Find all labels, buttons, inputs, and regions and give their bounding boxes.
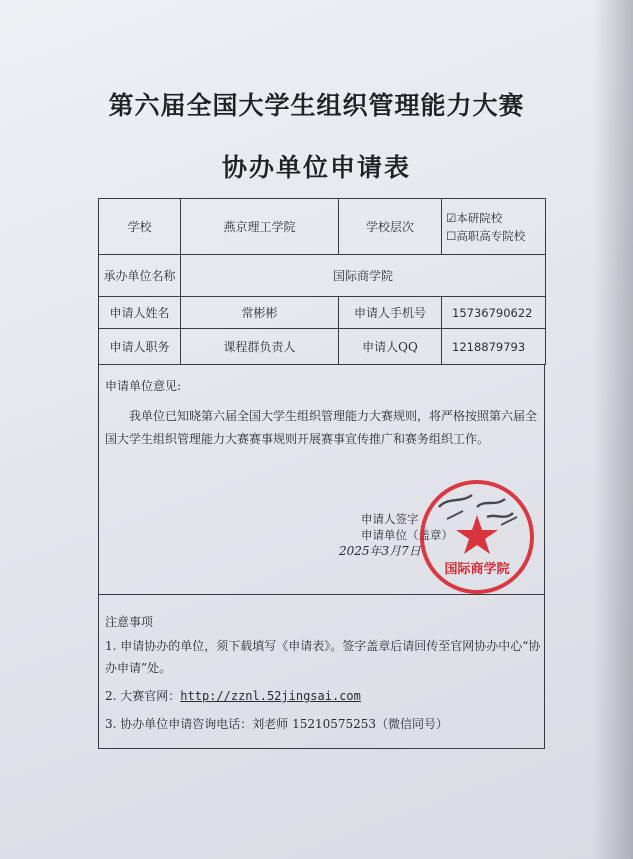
unit-value: 国际商学院 — [181, 255, 546, 297]
notes-section — [98, 595, 545, 749]
level-option-undergrad: ☑本研院校 — [446, 210, 503, 225]
unit-label: 承办单位名称 — [99, 255, 181, 297]
applicant-name-label: 申请人姓名 — [99, 297, 181, 329]
position-label: 申请人职务 — [99, 329, 181, 365]
notes-item: 2. 大赛官网：http://zznl.52jingsai.com — [105, 689, 361, 703]
opinion-label: 申请单位意见: — [105, 379, 182, 393]
level-options — [442, 199, 546, 255]
table-row — [99, 255, 546, 297]
checkbox-unchecked-icon: ☐ — [446, 228, 457, 243]
opinion-section — [98, 365, 545, 595]
handwritten-date: 2025年3月7日 — [339, 544, 421, 558]
seal-text: 国际商学院 — [444, 562, 510, 577]
unit-seal-label: 申请单位（盖章） — [361, 528, 453, 542]
table-row — [99, 329, 546, 365]
phone-value: 15736790622 — [442, 297, 546, 329]
official-seal-stamp — [417, 477, 537, 597]
opinion-text: 我单位已知晓第六届全国大学生组织管理能力大赛规则，将严格按照第六届全国大学生组织管理能力大赛赛事规则开展赛事宣传推广和赛务组织工作。 — [105, 409, 538, 446]
document-title: 第六届全国大学生组织管理能力大赛 — [108, 91, 525, 120]
checkbox-checked-icon: ☑ — [446, 210, 457, 225]
phone-label: 申请人手机号 — [339, 297, 442, 329]
application-form-table — [98, 198, 546, 365]
school-label: 学校 — [99, 199, 181, 255]
school-value: 燕京理工学院 — [181, 199, 339, 255]
signer-label: 申请人签字 — [361, 512, 419, 526]
level-option-vocational: ☐高职高专院校 — [446, 228, 526, 243]
qq-value: 1218879793 — [442, 329, 546, 365]
position-value: 课程群负责人 — [181, 329, 339, 365]
page-edge-shadow — [593, 0, 633, 859]
table-row — [99, 199, 546, 255]
table-row — [99, 297, 546, 329]
notes-item: 1. 申请协办的单位，须下载填写《申请表》。签字盖章后请回传至官网协办中心“协办申请”处。 — [105, 639, 541, 675]
document-subtitle: 协办单位申请表 — [221, 153, 411, 182]
notes-item: 3. 协办单位申请咨询电话：刘老师 15210575253（微信同号） — [105, 717, 449, 731]
qq-label: 申请人QQ — [339, 329, 442, 365]
website-link[interactable]: http://zznl.52jingsai.com — [180, 689, 361, 703]
level-label: 学校层次 — [339, 199, 442, 255]
applicant-name-value: 常彬彬 — [181, 297, 339, 329]
notes-heading: 注意事项 — [105, 615, 154, 629]
